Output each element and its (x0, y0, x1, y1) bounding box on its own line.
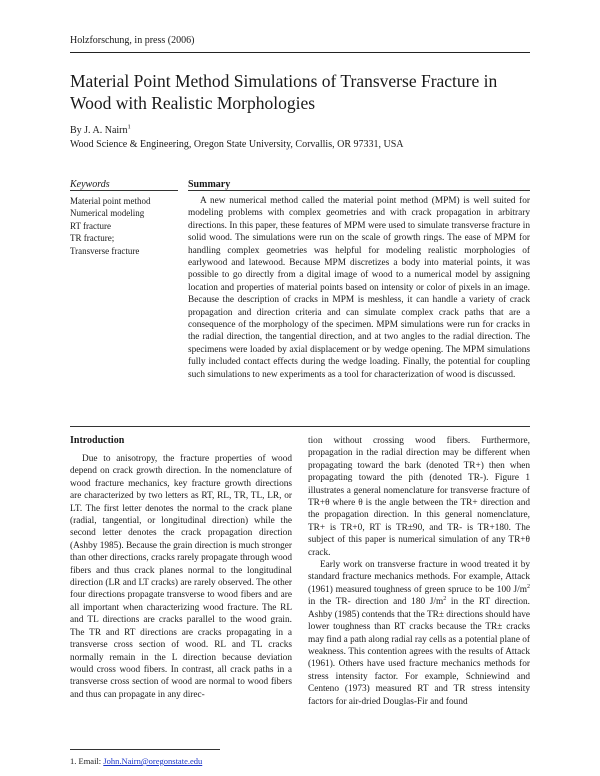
keywords-divider (70, 190, 178, 191)
body-column-left (70, 453, 292, 701)
summary-text: A new numerical method called the material point method (MPM) is well suited for modeling problems with complex geometries and with crack propagation in arbitrary directions. In this paper, these features of MPM were used to simulate transverse fracture in solid wood. The simulations were run on the scale of growth rings. The ease of MPM for handling complex geometries was helpful for modeling realistic morphologies of earlywood and latewood. Because MPM discretizes a body into material points, it was possible to go directly from a digital image of wood to a numerical model by assigning location and properties of material points based on intensity or color of pixels in an image. Because the description of cracks in MPM is meshless, it can handle a variety of crack propagation and direction criteria and can simulate complex crack paths that are a consequence of the morphology of the specimen. MPM simulations were run for cracks in the radial direction, the tangential direction, and at two angles to the radial direction. The specimens were loaded by axial displacement or by wedge opening. The MPM simulations fully included contact effects during the wedge loading. Finally, the potential for coupling such simulations to new experiments as a tool for characterization of wood is discussed. (188, 196, 530, 380)
body-column-right (308, 435, 530, 708)
paragraph-text: in the TR- direction and 180 J/m (308, 597, 444, 608)
footnote-label: 1. Email: (70, 756, 104, 766)
keyword-item: Transverse fracture (70, 245, 140, 256)
header-divider (70, 52, 530, 53)
keyword-item: Material point method (70, 196, 151, 206)
superscript: 2 (443, 596, 447, 603)
email-link[interactable]: John.Nairn@oregonstate.edu (103, 756, 203, 766)
introduction-heading: Introduction (70, 435, 125, 446)
footnote (70, 756, 202, 766)
summary-divider (188, 190, 530, 191)
affiliation: Wood Science & Engineering, Oregon State University, Corvallis, OR 97331, USA (70, 139, 404, 150)
author-name: By J. A. Nairn (70, 125, 128, 136)
paper-title: Material Point Method Simulations of Transverse Fracture in Wood with Realistic Morphologies (70, 71, 498, 113)
superscript: 2 (527, 583, 530, 590)
keywords-heading: Keywords (70, 179, 110, 190)
summary-heading: Summary (188, 179, 231, 190)
paragraph-text: Early work on transverse fracture in wood treated it by standard fracture mechanics methods. For example, Attack (1961) measured toughness of green spruce to be 100 J/m (308, 560, 530, 595)
keywords-list (70, 195, 150, 257)
keyword-item: RT fracture (70, 220, 112, 231)
body-paragraph (308, 559, 530, 708)
author-line (70, 125, 131, 136)
summary-end-divider (70, 426, 530, 427)
author-footnote-mark: 1 (127, 123, 131, 131)
keyword-item: TR fracture; (70, 233, 115, 244)
paragraph-text: in the RT direction. Ashby (1985) contends that the TR± directions should have lower toughness than RT cracks because the TR± cracks may find a path along radial ray cells as a potential plane of weakness. This contention agrees with the results of Attack (1961). Others have used fracture mechanics methods for stress intensity factor. For example, Schniewind and Centeno (1973) measured RT and TR stress intensity factors for air-dried Douglas-Fir and found (308, 597, 531, 707)
journal-header: Holzforschung, in press (2006) (70, 35, 195, 46)
body-paragraph: Due to anisotropy, the fracture properties of wood depend on crack growth direction. In the nomenclature of wood fracture mechanics, key fracture growth directions are characterized by two letters as RT, RL, TR, TL, LR, or LT. The first letter denotes the normal to the crack plane (radial, tangential, or longitudinal direction) while the second letter denotes the crack propagation direction (Ashby 1985). Because the grain direction is much stronger than other directions, cracks rarely propagate through wood fibers and thus crack planes normal to the longitudinal direction (LR and LT cracks) are rarely observed. The other four directions propagate transverse to wood fibers and are all important when characterizing wood fracture. The RL and TL directions are cracks parallel to the wood grain. The TR and RT directions are cracks propagating in a transverse cross section of wood. RL and TL cracks normally remain in the L direction because deviation would cross wood fibers. In contrast, all crack paths in a transverse cross section of wood are normal to wood fibers and thus can propagate in any direc- (70, 454, 293, 700)
keyword-item: Numerical modeling (70, 208, 145, 219)
body-paragraph: tion without crossing wood fibers. Furthermore, propagation in the radial direction may be different when propagating toward the bark (denoted TR+) then when propagating toward the pith (denoted TR-). Figure 1 illustrates a general nomenclature for transverse fracture of TR+θ where θ is the angle between the TR+ direction and the propagation direction. In this general nomenclature, TR+ is TR+0, RT is TR±90, and TR- is TR+180. The subject of this paper is numerical simulation of any TR+θ crack. (308, 436, 530, 558)
footnote-divider (70, 749, 220, 750)
